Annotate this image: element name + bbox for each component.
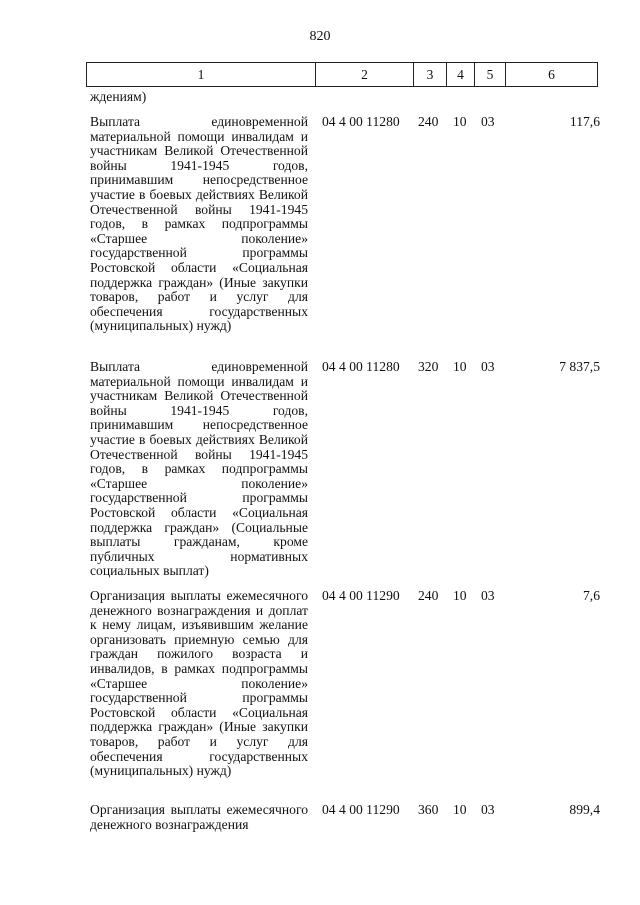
- row-rz: 10: [453, 359, 467, 374]
- column-header-6: 6: [506, 63, 598, 87]
- column-header-table: [86, 62, 598, 87]
- row-pr: 03: [481, 588, 495, 603]
- row-vr: 240: [418, 114, 439, 129]
- row-amount: 7 837,5: [559, 359, 600, 374]
- row-rz: 10: [453, 802, 467, 817]
- row-pr: 03: [481, 359, 495, 374]
- row-vr: 240: [418, 588, 439, 603]
- row-description: Выплата единовременной материальной помощи инвалидам и участникам Великой Отечественной войны 1941-1945 годов, принимавшим непосредственное участие в боевых действиях Великой Отечественной войны 1941-1945 годов, в рамках подпрограммы «Старшее поколение» государственной программы Ростовской области «Социальная поддержка граждан» (Иные закупки товаров, работ и услуг для обеспечения государственных (муниципальных) нужд): [90, 114, 308, 334]
- row-description: Выплата единовременной материальной помощи инвалидам и участникам Великой Отечественной войны 1941-1945 годов, принимавшим непосредственное участие в боевых действиях Великой Отечественной войны 1941-1945 годов, в рамках подпрограммы «Старшее поколение» государственной программы Ростовской области «Социальная поддержка граждан» (Социальные выплаты гражданам, кроме публичных нормативных социальных выплат): [90, 359, 308, 579]
- row-vr: 320: [418, 359, 439, 374]
- row-code: 04 4 00 11290: [322, 588, 400, 603]
- column-header-4: 4: [447, 63, 475, 87]
- row-description: Организация выплаты ежемесячного денежного вознаграждения: [90, 802, 308, 832]
- row-amount: 899,4: [569, 802, 600, 817]
- continuation-text: ждениям): [90, 89, 147, 104]
- column-header-5: 5: [475, 63, 506, 87]
- row-rz: 10: [453, 114, 467, 129]
- row-pr: 03: [481, 802, 495, 817]
- row-pr: 03: [481, 114, 495, 129]
- row-vr: 360: [418, 802, 439, 817]
- row-amount: 7,6: [583, 588, 600, 603]
- page-number: 820: [309, 29, 331, 44]
- row-description: Организация выплаты ежемесячного денежного вознаграждения и доплат к нему лицам, изъявившим желание организовать приемную семью для граждан пожилого возраста и инвалидов, в рамках подпрограммы «Старшее поколение» государственной программы Ростовской области «Социальная поддержка граждан» (Иные закупки товаров, работ и услуг для обеспечения государственных (муниципальных) нужд): [90, 588, 308, 779]
- row-code: 04 4 00 11280: [322, 114, 400, 129]
- column-header-3: 3: [414, 63, 447, 87]
- row-code: 04 4 00 11280: [322, 359, 400, 374]
- column-header-2: 2: [316, 63, 414, 87]
- row-amount: 117,6: [569, 114, 600, 129]
- row-rz: 10: [453, 588, 467, 603]
- row-code: 04 4 00 11290: [322, 802, 400, 817]
- column-header-1: 1: [87, 63, 316, 87]
